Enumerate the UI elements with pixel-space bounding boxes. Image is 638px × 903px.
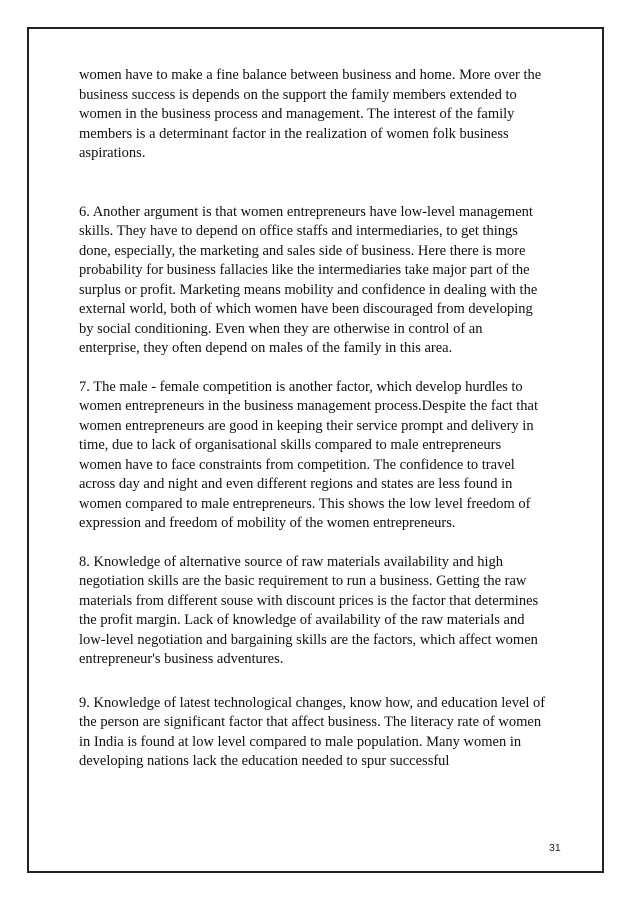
paragraph-point-9: 9. Knowledge of latest technological changes, know how, and education level of the person are significant factor that affect business. The literacy rate of women in India is found at low level compared to male population. Many women in developing nations lack the education needed to spur successful bbox=[79, 694, 546, 769]
paragraph-point-7: 7. The male - female competition is another factor, which develop hurdles to women entrepreneurs in the business management process.Despite the fact that women entrepreneurs are good in keeping their service prompt and delivery in time, due to lack of organisational skills compared to male entrepreneurs women have to face constraints from competition. The confidence to travel across day and night and even different regions and states are less found in women compared to male entrepreneurs. This shows the low level freedom of expression and freedom of mobility of the women entrepreneurs. bbox=[79, 378, 539, 531]
page-number: 31 bbox=[549, 842, 561, 854]
document-body bbox=[79, 66, 573, 772]
paragraph-intro: women have to make a fine balance between business and home. More over the business success is depends on the support the family members extended to women in the business process and management. The interest of the family members is a determinant factor in the realization of women folk business aspirations. bbox=[79, 67, 542, 161]
paragraph-point-8: 8. Knowledge of alternative source of raw materials availability and high negotiation skills are the basic requirement to run a business. Getting the raw materials from different souse with discount prices is the factor that determines the profit margin. Lack of knowledge of availability of the raw materials and low-level negotiation and bargaining skills are the factors, which affect women entrepreneur's business adventures. bbox=[79, 553, 539, 667]
paragraph-point-6: 6. Another argument is that women entrepreneurs have low-level management skills. They have to depend on office staffs and intermediaries, to get things done, especially, the marketing and sales side of business. Here there is more probability for business fallacies like the intermediaries take major part of the surplus or profit. Marketing means mobility and confidence in dealing with the external world, both of which women have been discouraged from developing by social conditioning. Even when they are otherwise in control of an enterprise, they often depend on males of the family in this area. bbox=[79, 203, 538, 356]
